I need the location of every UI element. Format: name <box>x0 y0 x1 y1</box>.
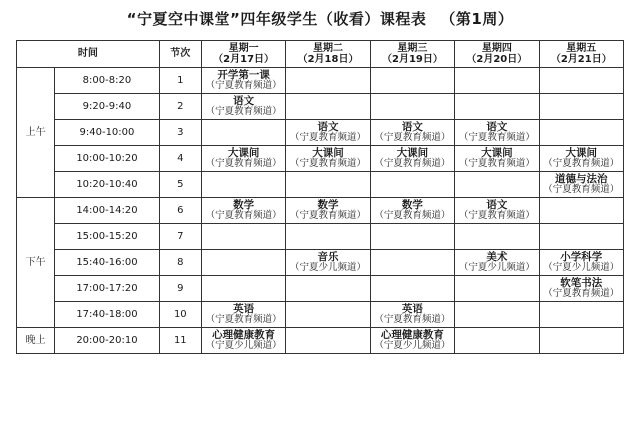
day-date: （2月20日） <box>466 54 528 65</box>
course-subject: 语文 <box>233 95 255 107</box>
course-cell <box>539 120 623 146</box>
course-cell <box>539 198 623 224</box>
period-cell: 4 <box>159 146 201 172</box>
course-channel: （宁夏少儿频道） <box>374 340 451 352</box>
title-week: （第1周） <box>440 10 514 28</box>
course-cell <box>539 94 623 120</box>
header-row <box>17 41 624 68</box>
course-cell <box>539 328 623 354</box>
course-cell <box>455 172 539 198</box>
course-channel: （宁夏教育频道） <box>543 158 620 170</box>
course-channel: （宁夏教育频道） <box>374 158 451 170</box>
course-subject: 数学 <box>317 199 339 211</box>
course-channel: （宁夏教育频道） <box>205 210 282 222</box>
table-row <box>17 120 624 146</box>
course-channel: （宁夏少儿频道） <box>205 340 282 352</box>
course-cell <box>286 224 370 250</box>
table-row <box>17 172 624 198</box>
course-subject: 大课间 <box>396 147 429 159</box>
title-main: “宁夏空中课堂”四年级学生（收看）课程表 <box>126 10 427 28</box>
course-channel: （宁夏少儿频道） <box>543 262 620 274</box>
course-cell <box>201 146 285 172</box>
time-cell: 20:00-20:10 <box>55 328 160 354</box>
period-cell: 3 <box>159 120 201 146</box>
segment-label: 下午 <box>17 198 55 328</box>
table-row <box>17 276 624 302</box>
course-cell <box>286 68 370 94</box>
period-cell: 6 <box>159 198 201 224</box>
day-date: （2月19日） <box>381 54 443 65</box>
course-cell <box>201 172 285 198</box>
course-cell <box>201 68 285 94</box>
course-cell <box>370 94 454 120</box>
course-channel: （宁夏少儿频道） <box>290 262 367 274</box>
course-cell <box>201 276 285 302</box>
time-cell: 17:00-17:20 <box>55 276 160 302</box>
period-cell: 7 <box>159 224 201 250</box>
course-subject: 语文 <box>486 199 508 211</box>
course-cell <box>370 224 454 250</box>
course-cell <box>201 328 285 354</box>
course-channel: （宁夏教育频道） <box>374 210 451 222</box>
course-cell <box>539 172 623 198</box>
course-cell <box>201 224 285 250</box>
period-cell: 1 <box>159 68 201 94</box>
course-channel: （宁夏教育频道） <box>205 158 282 170</box>
header-day <box>201 41 285 68</box>
course-cell <box>201 198 285 224</box>
course-channel: （宁夏教育频道） <box>290 158 367 170</box>
course-subject: 小学科学 <box>560 251 603 263</box>
table-row <box>17 250 624 276</box>
course-cell <box>370 276 454 302</box>
schedule-body <box>17 68 624 354</box>
header-day <box>455 41 539 68</box>
course-channel: （宁夏教育频道） <box>374 314 451 326</box>
time-cell: 8:00-8:20 <box>55 68 160 94</box>
course-cell <box>539 224 623 250</box>
day-date: （2月17日） <box>213 54 275 65</box>
course-subject: 大课间 <box>227 147 260 159</box>
table-row <box>17 328 624 354</box>
course-subject: 心理健康教育 <box>212 329 276 341</box>
course-cell <box>286 94 370 120</box>
course-cell <box>286 172 370 198</box>
course-cell <box>201 250 285 276</box>
course-cell <box>455 68 539 94</box>
course-cell <box>370 302 454 328</box>
course-cell <box>539 250 623 276</box>
course-cell <box>201 94 285 120</box>
table-row <box>17 198 624 224</box>
course-cell <box>455 250 539 276</box>
course-cell <box>370 172 454 198</box>
course-subject: 心理健康教育 <box>380 329 444 341</box>
course-cell <box>539 68 623 94</box>
day-name: 星期二 <box>313 42 344 54</box>
time-cell: 17:40-18:00 <box>55 302 160 328</box>
day-name: 星期四 <box>481 42 512 54</box>
course-cell <box>455 120 539 146</box>
time-cell: 15:00-15:20 <box>55 224 160 250</box>
course-channel: （宁夏教育频道） <box>290 210 367 222</box>
header-time: 时间 <box>17 41 160 68</box>
period-cell: 2 <box>159 94 201 120</box>
table-row <box>17 302 624 328</box>
course-cell <box>286 276 370 302</box>
course-channel: （宁夏教育频道） <box>458 210 535 222</box>
course-cell <box>455 224 539 250</box>
day-date: （2月18日） <box>297 54 359 65</box>
course-cell <box>455 146 539 172</box>
header-day <box>286 41 370 68</box>
table-row <box>17 146 624 172</box>
course-subject: 开学第一课 <box>217 69 270 81</box>
header-day <box>539 41 623 68</box>
course-subject: 软笔书法 <box>560 277 603 289</box>
course-cell <box>370 250 454 276</box>
course-subject: 数学 <box>401 199 423 211</box>
course-cell <box>286 198 370 224</box>
course-cell <box>539 302 623 328</box>
course-cell <box>370 198 454 224</box>
course-cell <box>455 198 539 224</box>
time-cell: 9:20-9:40 <box>55 94 160 120</box>
table-row <box>17 224 624 250</box>
course-cell <box>370 68 454 94</box>
day-name: 星期五 <box>566 42 597 54</box>
course-cell <box>455 302 539 328</box>
course-subject: 英语 <box>233 303 255 315</box>
course-cell <box>455 94 539 120</box>
course-subject: 音乐 <box>317 251 339 263</box>
page-title <box>0 8 640 29</box>
time-cell: 9:40-10:00 <box>55 120 160 146</box>
course-cell <box>201 302 285 328</box>
table-row <box>17 68 624 94</box>
course-cell <box>286 250 370 276</box>
period-cell: 9 <box>159 276 201 302</box>
course-cell <box>201 120 285 146</box>
course-subject: 语文 <box>317 121 339 133</box>
course-channel: （宁夏教育频道） <box>205 106 282 118</box>
course-channel: （宁夏教育频道） <box>290 132 367 144</box>
course-subject: 英语 <box>401 303 423 315</box>
header-period: 节次 <box>159 41 201 68</box>
segment-label: 晚上 <box>17 328 55 354</box>
period-cell: 10 <box>159 302 201 328</box>
course-channel: （宁夏教育频道） <box>205 314 282 326</box>
course-subject: 美术 <box>486 251 508 263</box>
table-row <box>17 94 624 120</box>
course-cell <box>370 328 454 354</box>
time-cell: 10:00-10:20 <box>55 146 160 172</box>
course-channel: （宁夏教育频道） <box>458 158 535 170</box>
course-channel: （宁夏教育频道） <box>458 132 535 144</box>
course-subject: 大课间 <box>565 147 598 159</box>
course-cell <box>455 328 539 354</box>
time-cell: 14:00-14:20 <box>55 198 160 224</box>
course-subject: 道德与法治 <box>555 173 608 185</box>
course-subject: 大课间 <box>312 147 344 159</box>
schedule-table <box>16 40 624 354</box>
period-cell: 5 <box>159 172 201 198</box>
course-cell <box>286 302 370 328</box>
day-name: 星期一 <box>228 42 259 54</box>
course-cell <box>286 120 370 146</box>
header-day <box>370 41 454 68</box>
course-cell <box>370 146 454 172</box>
course-subject: 语文 <box>401 121 423 133</box>
course-cell <box>370 120 454 146</box>
course-subject: 数学 <box>233 199 255 211</box>
course-cell <box>539 276 623 302</box>
course-channel: （宁夏教育频道） <box>374 132 451 144</box>
course-channel: （宁夏教育频道） <box>543 288 620 300</box>
time-cell: 10:20-10:40 <box>55 172 160 198</box>
time-cell: 15:40-16:00 <box>55 250 160 276</box>
period-cell: 11 <box>159 328 201 354</box>
course-subject: 语文 <box>486 121 508 133</box>
period-cell: 8 <box>159 250 201 276</box>
course-channel: （宁夏教育频道） <box>205 80 282 92</box>
course-subject: 大课间 <box>481 147 513 159</box>
segment-label: 上午 <box>17 68 55 198</box>
day-name: 星期三 <box>397 42 428 54</box>
course-cell <box>539 146 623 172</box>
course-channel: （宁夏教育频道） <box>543 184 620 196</box>
course-cell <box>286 328 370 354</box>
day-date: （2月21日） <box>550 54 612 65</box>
course-channel: （宁夏少儿频道） <box>458 262 535 274</box>
course-cell <box>455 276 539 302</box>
course-cell <box>286 146 370 172</box>
